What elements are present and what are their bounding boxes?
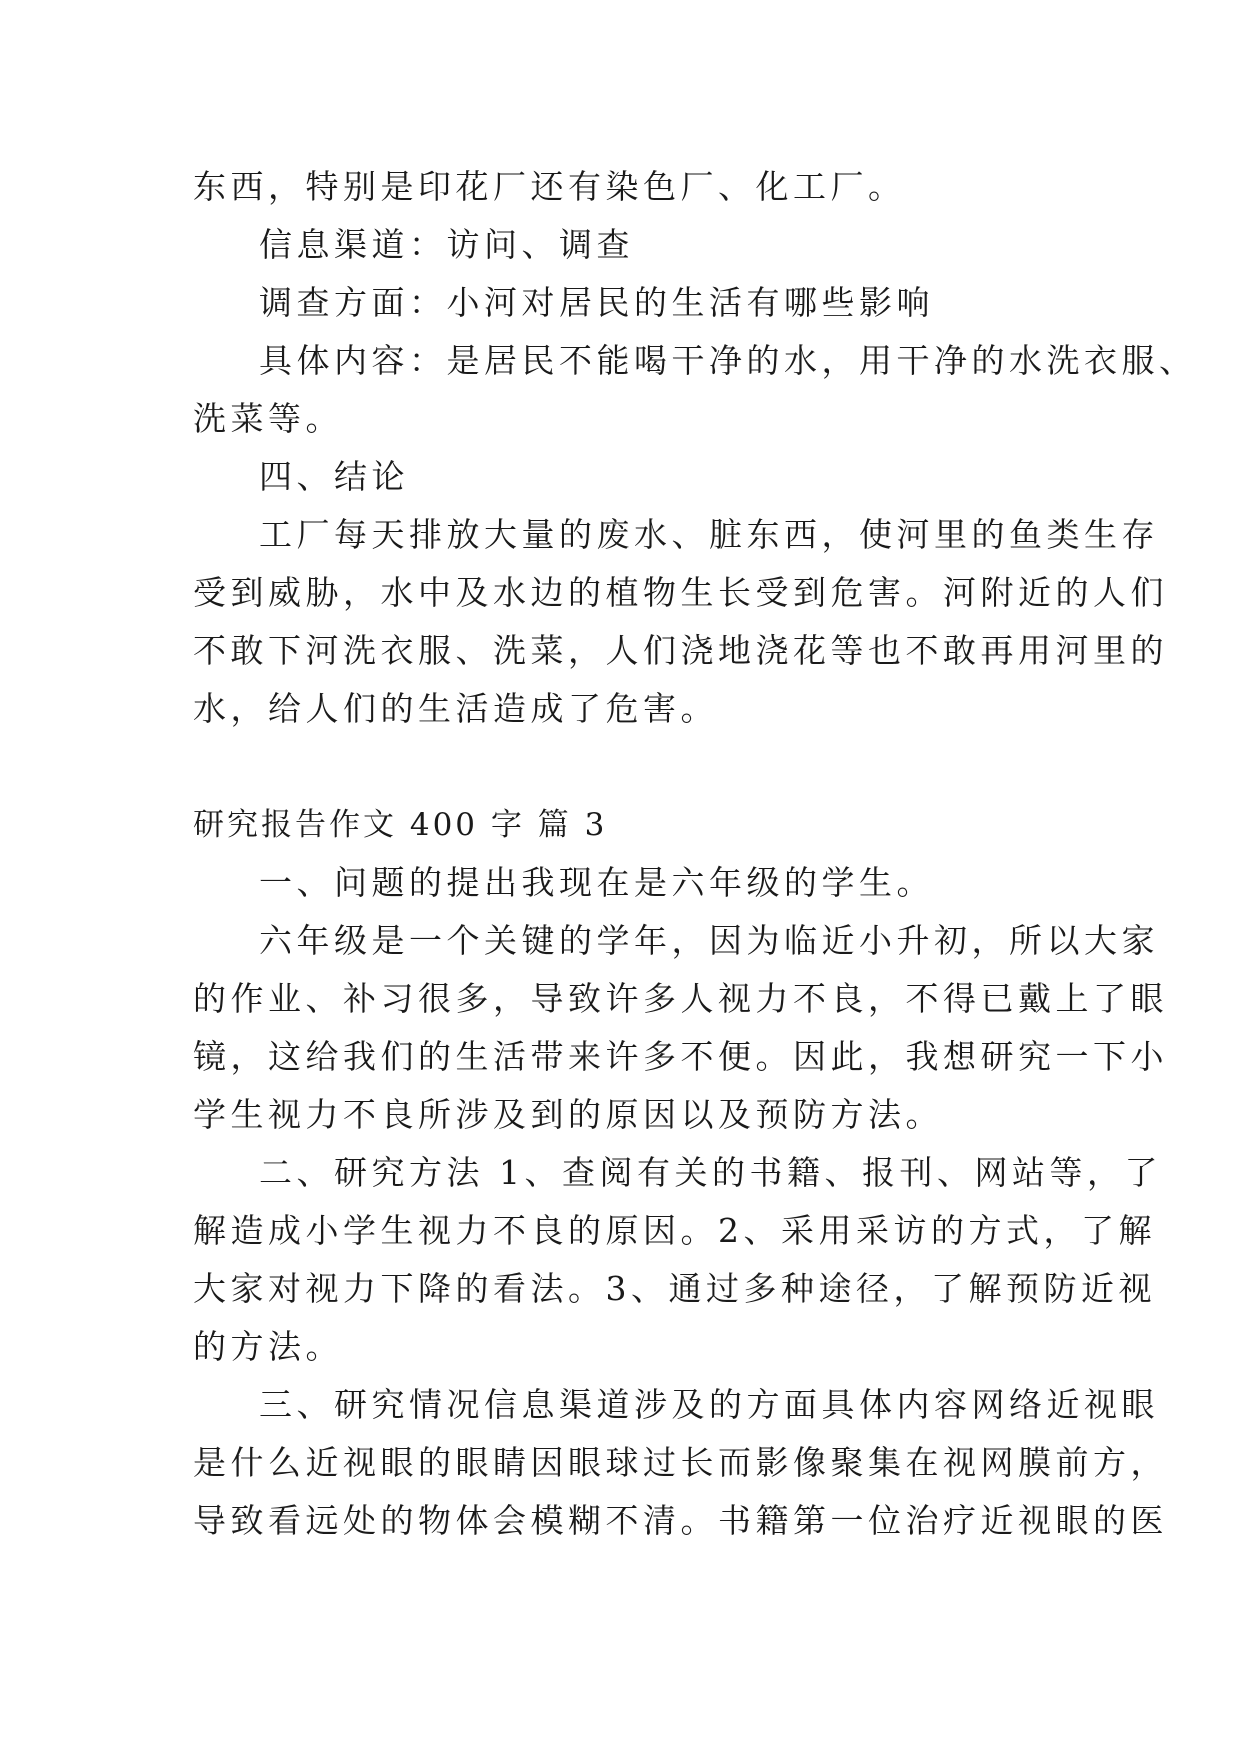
- text-line: 工厂每天排放大量的废水、脏东西，使河里的鱼类生存: [259, 515, 1159, 554]
- text-line: 镜，这给我们的生活带来许多不便。因此，我想研究一下小: [193, 1037, 1168, 1076]
- text-line: 导致看远处的物体会模糊不清。书籍第一位治疗近视眼的医: [193, 1501, 1168, 1540]
- text-line: 六年级是一个关键的学年，因为临近小升初，所以大家: [259, 921, 1159, 960]
- text-line: 洗菜等。: [193, 399, 343, 438]
- text-line: 不敢下河洗衣服、洗菜，人们浇地浇花等也不敢再用河里的: [193, 631, 1168, 670]
- text-line: 解造成小学生视力不良的原因。2、采用采访的方式，了解: [193, 1211, 1156, 1250]
- text-line: 的作业、补习很多，导致许多人视力不良，不得已戴上了眼: [193, 979, 1168, 1018]
- text-line: 学生视力不良所涉及到的原因以及预防方法。: [193, 1095, 943, 1134]
- text-line: 东西，特别是印花厂还有染色厂、化工厂。: [193, 167, 906, 206]
- document-page: [193, 158, 1197, 1550]
- text-line: 是什么近视眼的眼睛因眼球过长而影像聚集在视网膜前方，: [193, 1443, 1168, 1482]
- text-line: 水，给人们的生活造成了危害。: [193, 689, 718, 728]
- section-heading: 四、结论: [259, 457, 409, 496]
- text-line: 二、研究方法 1、查阅有关的书籍、报刊、网站等，了: [259, 1153, 1162, 1192]
- text-line: 信息渠道：访问、调查: [259, 225, 634, 264]
- text-line: 的方法。: [193, 1327, 343, 1366]
- spacer: [193, 738, 1073, 796]
- text-line: 一、问题的提出我现在是六年级的学生。: [259, 863, 934, 902]
- text-line: 三、研究情况信息渠道涉及的方面具体内容网络近视眼: [259, 1385, 1159, 1424]
- text-line: 受到威胁，水中及水边的植物生长受到危害。河附近的人们: [193, 573, 1168, 612]
- article-heading: 研究报告作文 400 字 篇 3: [193, 807, 608, 843]
- text-line: 调查方面：小河对居民的生活有哪些影响: [259, 283, 934, 322]
- text-line: 大家对视力下降的看法。3、通过多种途径，了解预防近视: [193, 1269, 1156, 1308]
- text-line: 具体内容：是居民不能喝干净的水，用干净的水洗衣服、: [259, 341, 1197, 380]
